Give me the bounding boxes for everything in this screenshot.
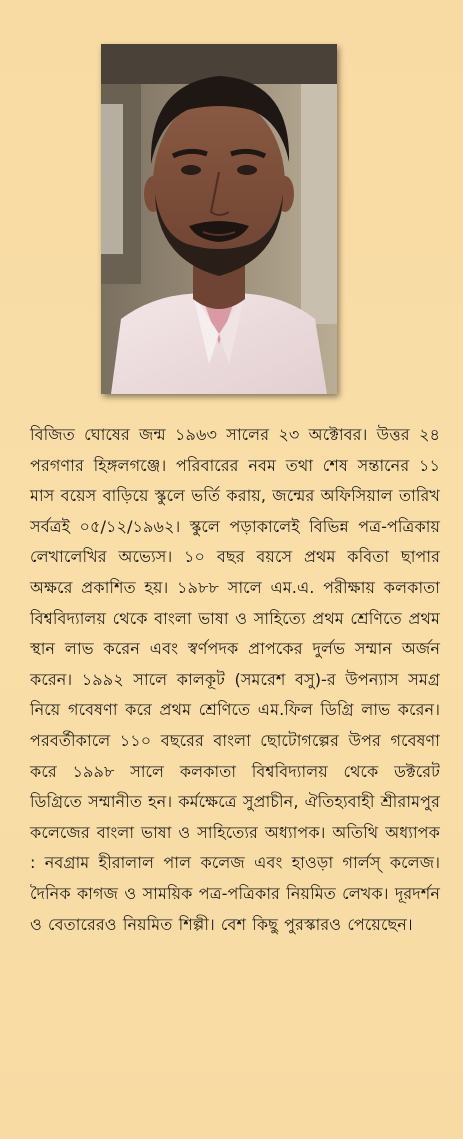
author-biography: বিজিত ঘোষের জন্ম ১৯৬৩ সালের ২৩ অক্টোবর। উত্তর ২৪ পরগণার হিঙ্গলগঞ্জে। পরিবারের নবম তথা শেষ সন্তানের ১১ মাস বয়েস বাড়িয়ে স্কুলে ভর্তি করায়, জন্মের অফিসিয়াল তারিখ সর্বত্রই ০৫/১২/১৯৬২। স্কুলে পড়াকালেই বিভিন্ন পত্র-পত্রিকায় লেখালেখির অভ্যেস। ১০ বছর বয়সে প্রথম কবিতা ছাপার অক্ষরে প্রকাশিত হয়। ১৯৮৮ সালে এম.এ. পরীক্ষায় কলকাতা বিশ্ববিদ্যালয় থেকে বাংলা ভাষা ও সাহিত্যে প্রথম শ্রেণিতে প্রথম স্থান লাভ করেন এবং স্বর্ণপদক প্রাপকের দুর্লভ সম্মান অর্জন করেন। ১৯৯২ সালে কালকূট (সমরেশ বসু)-র উপন্যাস সমগ্র নিয়ে গবেষণা করে প্রথম শ্রেণিতে এম.ফিল ডিগ্রি লাভ করেন। পরবর্তীকালে ১১০ বছরের বাংলা ছোটোগল্পের উপর গবেষণা করে ১৯৯৮ সালে কলকাতা বিশ্ববিদ্যালয় থেকে ডক্টরেট ডিগ্রিতে সম্মানীত হন। কর্মক্ষেত্রে সুপ্রাচীন, ঐতিহ্যবাহী শ্রীরামপুর কলেজের বাংলা ভাষা ও সাহিত্যের অধ্যাপক। অতিথি অধ্যাপক : নবগ্রাম হীরালাল পাল কলেজ এবং হাওড়া গার্লস্ কলেজ। দৈনিক কাগজ ও সাময়িক পত্র-পত্রিকার নিয়মিত লেখক। দূরদর্শন ও বেতারেরও নিয়মিত শিল্পী। বেশ কিছু পুরস্কারও পেয়েছেন।	[30, 425, 440, 934]
author-portrait-image	[101, 44, 337, 394]
author-photo	[101, 44, 337, 394]
